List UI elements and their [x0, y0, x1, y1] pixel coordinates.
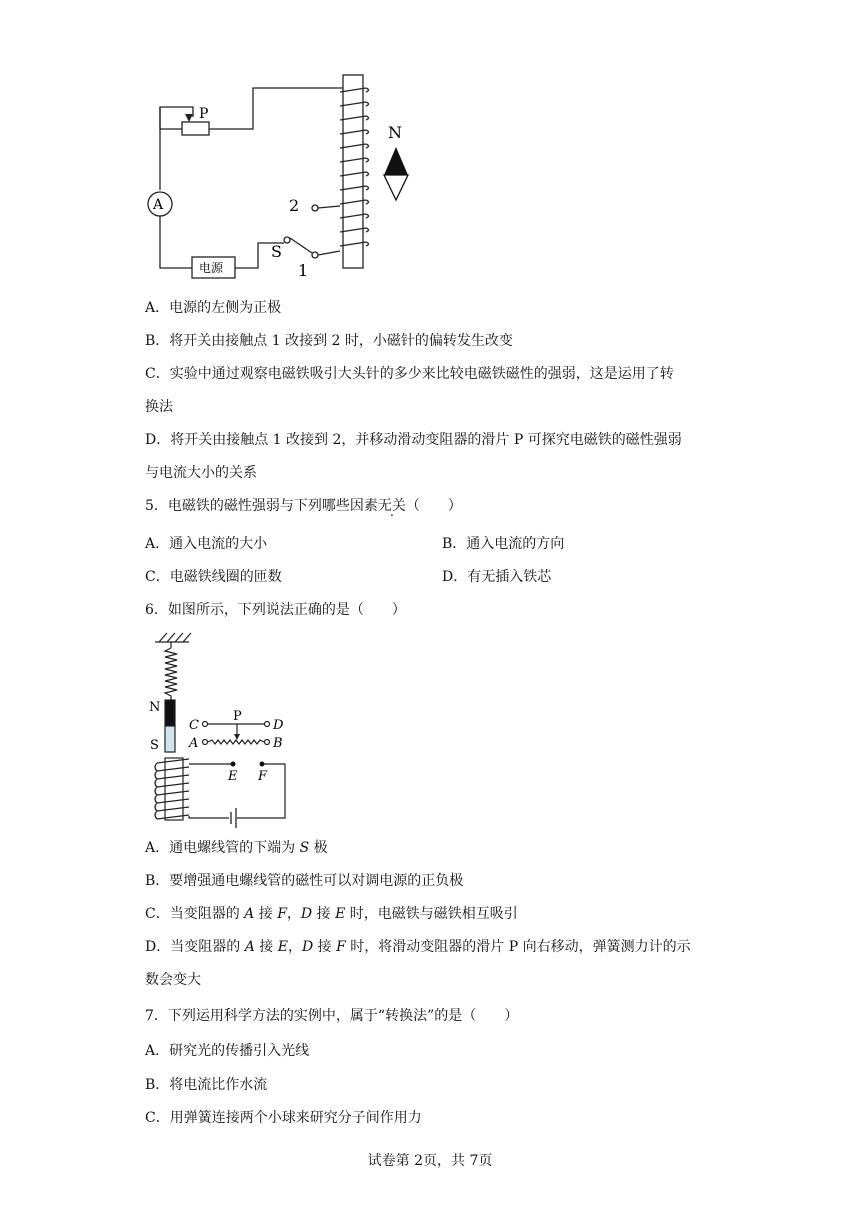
q6-option-c-var: F [277, 906, 287, 922]
q7-stem: 7．下列运用科学方法的实例中，属于“转换法”的是（ ） [145, 1008, 519, 1024]
q6-option-d-text: 接 [313, 939, 337, 955]
q6-option-c-text: ， [286, 906, 301, 922]
q5-option-d: D．有无插入铁芯 [442, 569, 552, 585]
q6-option-a-var: S [299, 840, 310, 856]
q6-option-c-var: A [244, 906, 255, 922]
switch-s-label: S [271, 242, 282, 261]
q6-option-d-var: A [244, 939, 255, 955]
q6-stem: 6．如图所示，下列说法正确的是（ ） [145, 602, 406, 618]
q6-option-a-text-end: 极 [309, 840, 328, 856]
contact-2-label: 2 [289, 196, 300, 215]
compass-n-label: N [388, 123, 402, 142]
q5-option-c: C．电磁铁线圈的匝数 [145, 569, 282, 585]
q6-option-a-text: A．通电螺线管的下端为 [145, 840, 300, 856]
q5-option-a: A．通入电流的大小 [145, 536, 268, 552]
rheostat-p-label: P [199, 106, 209, 122]
magnet-n-label: N [149, 700, 161, 715]
power-source-label: 电源 [199, 261, 224, 275]
q5-stem-emphasis: 无关 [377, 498, 406, 514]
q5-stem [145, 496, 462, 516]
q6-option-d-line1 [145, 937, 691, 957]
q6-option-d-var: E [277, 939, 288, 955]
slider-p-label: P [233, 709, 242, 724]
q5-stem-suffix: （ ） [405, 498, 462, 514]
q6-option-c-var: E [335, 906, 346, 922]
q4-option-c-line1: C．实验中通过观察电磁铁吸引大头针的多少来比较电磁铁磁性的强弱，这是运用了转 [145, 366, 674, 382]
spring-magnet-solenoid-figure [145, 630, 295, 830]
q6-option-d-text: D．当变阻器的 [145, 939, 245, 955]
q5-stem-prefix: 5．电磁铁的磁性强弱与下列哪些因素 [145, 498, 378, 514]
q7-option-c: C．用弹簧连接两个小球来研究分子间作用力 [145, 1110, 422, 1126]
electromagnet-circuit-figure [140, 70, 420, 285]
q4-option-d-line1: D．将开关由接触点 1 改接到 2，并移动滑动变阻器的滑片 P 可探究电磁铁的磁性强弱 [145, 432, 682, 448]
q4-option-b: B．将开关由接触点 1 改接到 2 时，小磁针的偏转发生改变 [145, 333, 513, 349]
q6-option-c-text: 接 [254, 906, 278, 922]
q7-option-a: A．研究光的传播引入光线 [145, 1043, 310, 1059]
q4-option-a: A．电源的左侧为正极 [145, 300, 282, 316]
magnet-s-label: S [150, 738, 159, 753]
ammeter-label: A [153, 197, 164, 213]
q7-option-b: B．将电流比作水流 [145, 1077, 268, 1093]
q6-option-d-text: ， [287, 939, 302, 955]
q4-option-c-line2: 换法 [145, 399, 173, 415]
q6-option-c [145, 904, 518, 924]
q6-option-c-text: 接 [312, 906, 336, 922]
terminal-a-label: A [189, 736, 199, 751]
q5-option-b: B．通入电流的方向 [442, 536, 565, 552]
q6-option-d-text: 接 [254, 939, 278, 955]
terminal-e-label: E [228, 769, 238, 784]
q6-option-d-line2: 数会变大 [145, 972, 201, 988]
contact-1-label: 1 [298, 261, 309, 280]
terminal-f-label: F [258, 769, 268, 784]
terminal-c-label: C [189, 718, 199, 733]
q6-option-c-text: 时，电磁铁与磁铁相互吸引 [345, 906, 518, 922]
page-footer: 试卷第 2页，共 7页 [367, 1153, 493, 1169]
q6-option-b: B．要增强通电螺线管的磁性可以对调电源的正负极 [145, 873, 464, 889]
q6-option-c-text: C．当变阻器的 [145, 906, 245, 922]
terminal-d-label: D [273, 718, 284, 733]
q4-option-d-line2: 与电流大小的关系 [145, 465, 257, 481]
q6-option-a [145, 838, 328, 858]
terminal-b-label: B [273, 736, 283, 751]
q6-option-c-var: D [300, 906, 313, 922]
q6-option-d-text: 时，将滑动变阻器的滑片 P 向右移动，弹簧测力计的示 [345, 939, 691, 955]
q6-option-d-var: D [301, 939, 314, 955]
q6-option-d-var: F [336, 939, 346, 955]
